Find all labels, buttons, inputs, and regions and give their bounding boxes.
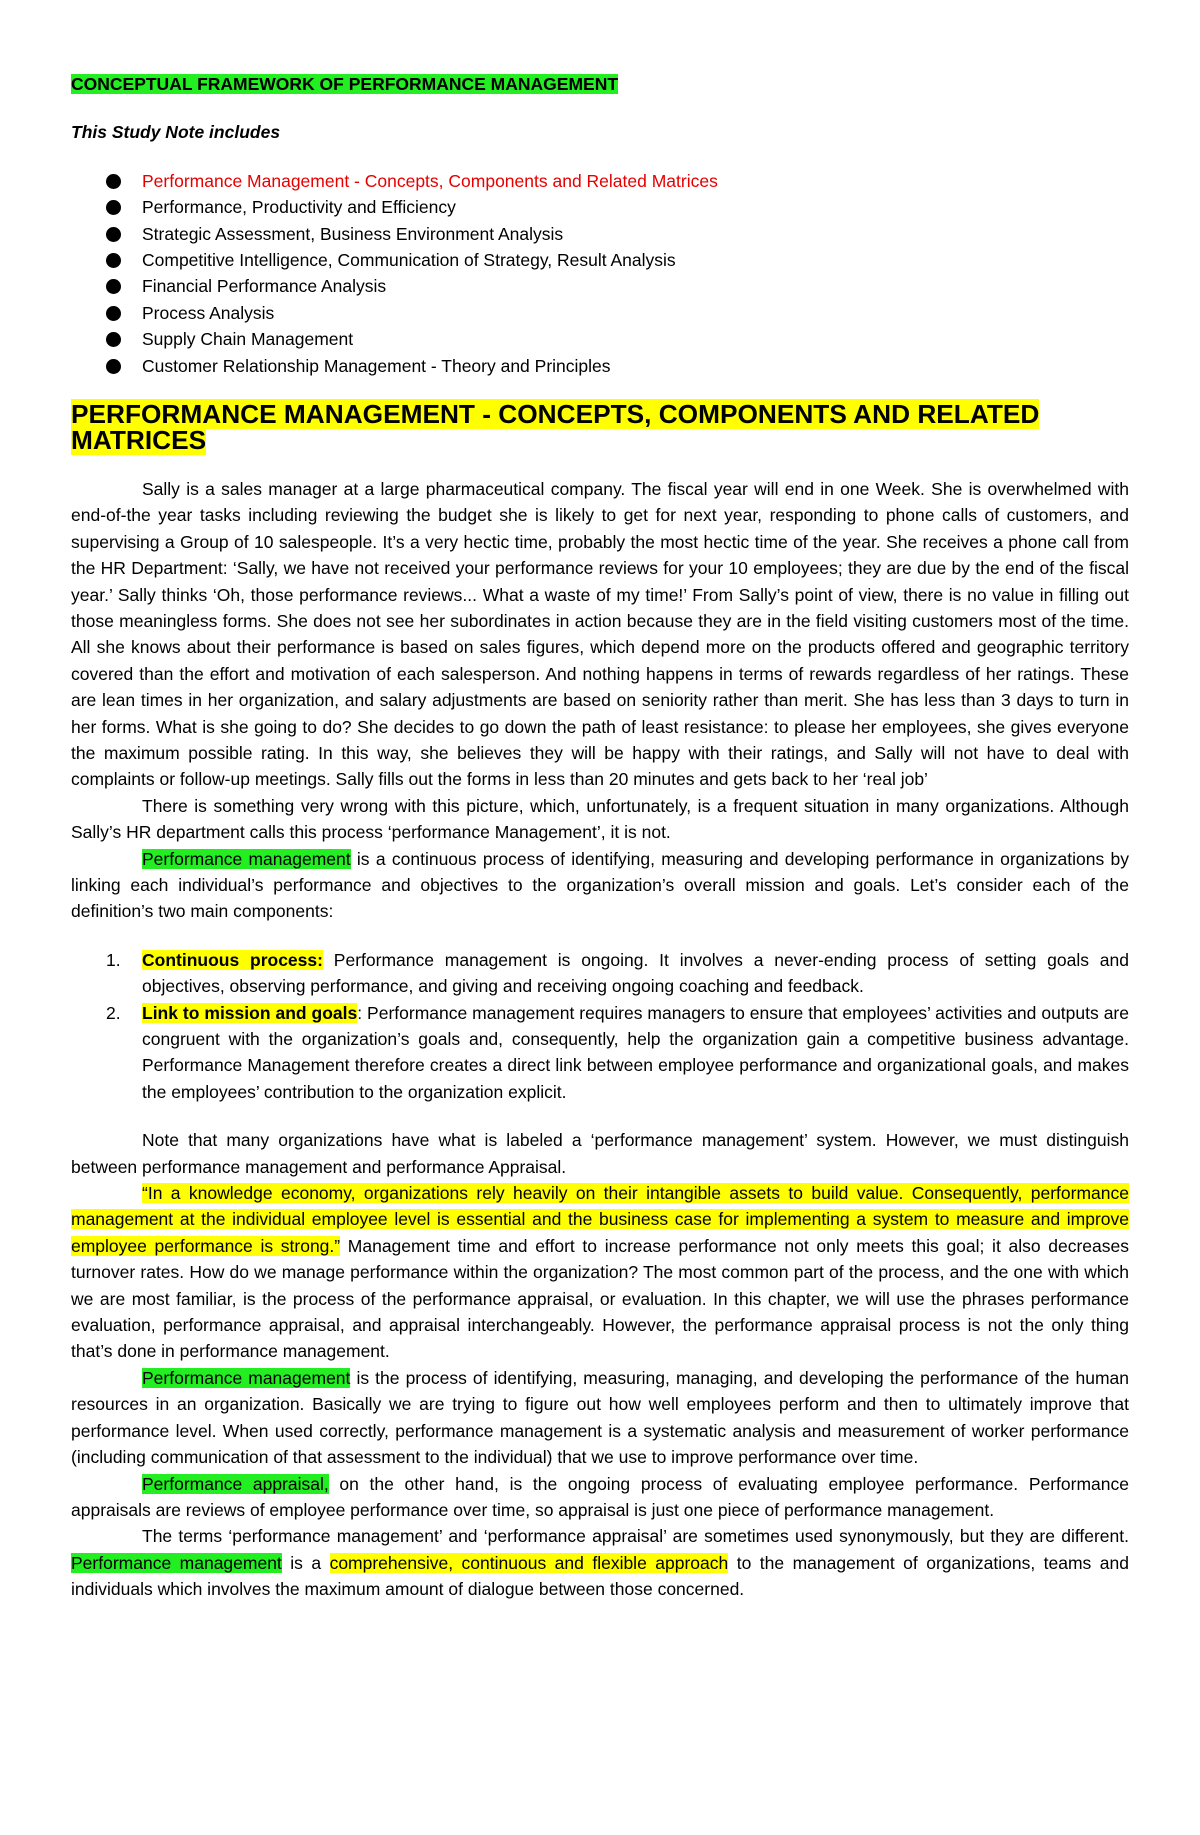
main-title <box>71 71 1129 97</box>
study-note-subtitle: This Study Note includes <box>71 122 281 143</box>
component-text: : Performance management requires managers to ensure that employees’ activities and outputs are congruent with the organization’s goals and, consequently, help the organization gain a competitive business advantage. Performance Management therefore creates a direct link between employee performance and organizational goals, and makes the employees’ contribution to the organization explicit. <box>142 1002 1129 1102</box>
component-item <box>71 947 1129 1000</box>
section-title-text: PERFORMANCE MANAGEMENT - CONCEPTS, COMPONENTS AND RELATED MATRICES <box>71 399 1040 456</box>
highlight-approach: comprehensive, continuous and flexible approach <box>329 1552 729 1573</box>
paragraph-sally: Sally is a sales manager at a large pharmaceutical company. The fiscal year will end in one Week. She is overwhelmed with end-of-the year tasks including reviewing the budget she is likely to get for next year, responding to phone calls of customers, and supervising a Group of 10 salespeople. It’s a very hectic time, probably the most hectic time of the year. She receives a phone call from the HR Department: ‘Sally, we have not received your performance reviews for your 10 employees; they are due by the end of the fiscal year.’ Sally thinks ‘Oh, those performance reviews... What a waste of my time!’ From Sally’s point of view, there is no value in filling out those meaningless forms. She does not see her subordinates in action because they are in the field visiting customers most of the time. All she knows about their performance is based on sales figures, which depend more on the products offered and geographic territory covered than the effort and motivation of each salesperson. And nothing happens in terms of rewards regardless of her ratings. These are lean times in her organization, and salary adjustments are based on seniority rather than merit. She has less than 3 days to turn in her forms. What is she going to do? She decides to go down the path of least resistance: to please her employees, she gives everyone the maximum possible rating. In this way, she believes they will be happy with their ratings, and Sally will not have to deal with complaints or follow-up meetings. Sally fills out the forms in less than 20 minutes and gets back to her ‘real job’ <box>71 478 1129 790</box>
bullet-icon <box>106 359 121 374</box>
highlight-term: Performance management <box>142 848 351 869</box>
topic-item <box>71 247 1129 273</box>
paragraph-text: The terms ‘performance management’ and ‘performance appraisal’ are sometimes used synonymously, but they are different. <box>142 1526 1129 1547</box>
paragraph-text: is the process of identifying, measuring, managing, and developing the performance of the human resources in an organization. Basically we are trying to figure out how well employees perform and then to ultimately improve that performance level. When used correctly, performance management is a systematic analysis and measurement of worker performance (including communication of that assessment to the individual) that we use to improve performance over time. <box>71 1367 1129 1468</box>
topic-text: Supply Chain Management <box>142 329 354 350</box>
topic-item <box>71 300 1129 326</box>
paragraph-text: to the management of organizations, teams and individuals which involves the maximum amount of dialogue between those concerned. <box>71 1552 1129 1600</box>
main-title-text: CONCEPTUAL FRAMEWORK OF PERFORMANCE MANAGEMENT <box>71 74 619 94</box>
topic-item <box>71 273 1129 299</box>
bullet-icon <box>106 332 121 347</box>
topic-text: Process Analysis <box>142 302 275 323</box>
bullet-icon <box>106 306 121 321</box>
component-text: Performance management is ongoing. It involves a never-ending process of setting goals and objectives, observing performance, and giving and receiving ongoing coaching and feedback. <box>142 949 1129 997</box>
topic-text: Competitive Intelligence, Communication of Strategy, Result Analysis <box>142 250 676 271</box>
paragraph-terms <box>71 1523 1129 1602</box>
document-body <box>71 71 1129 1603</box>
bullet-icon <box>106 279 121 294</box>
paragraph-definition-1 <box>71 846 1129 925</box>
topic-item <box>71 353 1129 379</box>
topic-text: Strategic Assessment, Business Environment Analysis <box>142 223 564 244</box>
topic-text: Financial Performance Analysis <box>142 276 387 297</box>
paragraph-note: Note that many organizations have what is labeled a ‘performance management’ system. However, we must distinguish between performance management and performance Appraisal. <box>71 1130 1129 1177</box>
topic-item <box>71 221 1129 247</box>
paragraph-appraisal <box>71 1471 1129 1524</box>
bullet-icon <box>106 174 121 189</box>
bullet-icon <box>106 200 121 215</box>
paragraph-text: is a continuous process of identifying, measuring and developing performance in organizations by linking each individual’s performance and objectives to the organization’s overall mission and goals. Let’s consider each of the definition’s two main components: <box>71 848 1129 922</box>
paragraph-wrong-picture: There is something very wrong with this picture, which, unfortunately, is a frequent situation in many organizations. Although Sally’s HR department calls this process ‘performance Management’, it is not. <box>71 795 1129 843</box>
topic-item <box>71 326 1129 352</box>
topic-text: Customer Relationship Management - Theory and Principles <box>142 355 611 376</box>
topic-item <box>71 168 1129 194</box>
component-item <box>71 1000 1129 1106</box>
paragraph-text: Management time and effort to increase performance not only meets this goal; it also decreases turnover rates. How do we manage performance within the organization? The most common part of the process, and the one with which we are most familiar, is the process of the performance appraisal, or evaluation. In this chapter, we will use the phrases performance evaluation, performance appraisal, and appraisal interchangeably. However, the performance appraisal process is not the only thing that’s done in performance management. <box>71 1235 1129 1362</box>
highlight-term: Performance management <box>142 1367 351 1388</box>
component-term: Continuous process: <box>142 949 323 970</box>
topic-text: Performance Management - Concepts, Components and Related Matrices <box>142 170 718 191</box>
paragraph-text: on the other hand, is the ongoing process of evaluating employee performance. Performance appraisals are reviews of employee performance over time, so appraisal is just one piece of performance management. <box>71 1473 1129 1520</box>
paragraph-definition-2 <box>71 1365 1129 1471</box>
paragraph-quote <box>71 1180 1129 1365</box>
topics-list <box>71 168 1129 379</box>
topic-item <box>71 194 1129 220</box>
bullet-icon <box>106 253 121 268</box>
highlight-term: Performance management <box>71 1552 282 1573</box>
paragraph-text: is a <box>281 1552 330 1573</box>
section-title <box>71 401 1129 454</box>
bullet-icon <box>106 227 121 242</box>
list-number: 2. <box>106 1002 121 1023</box>
component-term: Link to mission and goals <box>142 1002 358 1023</box>
topic-text: Performance, Productivity and Efficiency <box>142 197 456 218</box>
highlight-term: Performance appraisal, <box>142 1473 329 1494</box>
highlight-quote: “In a knowledge economy, organizations rely heavily on their intangible assets to build value. Consequently, performance management at the individual employee level is essential and the business case for implementing a system to measure and improve employee performance is strong.” <box>71 1183 1129 1256</box>
list-number: 1. <box>106 949 121 970</box>
components-list <box>71 947 1129 1105</box>
